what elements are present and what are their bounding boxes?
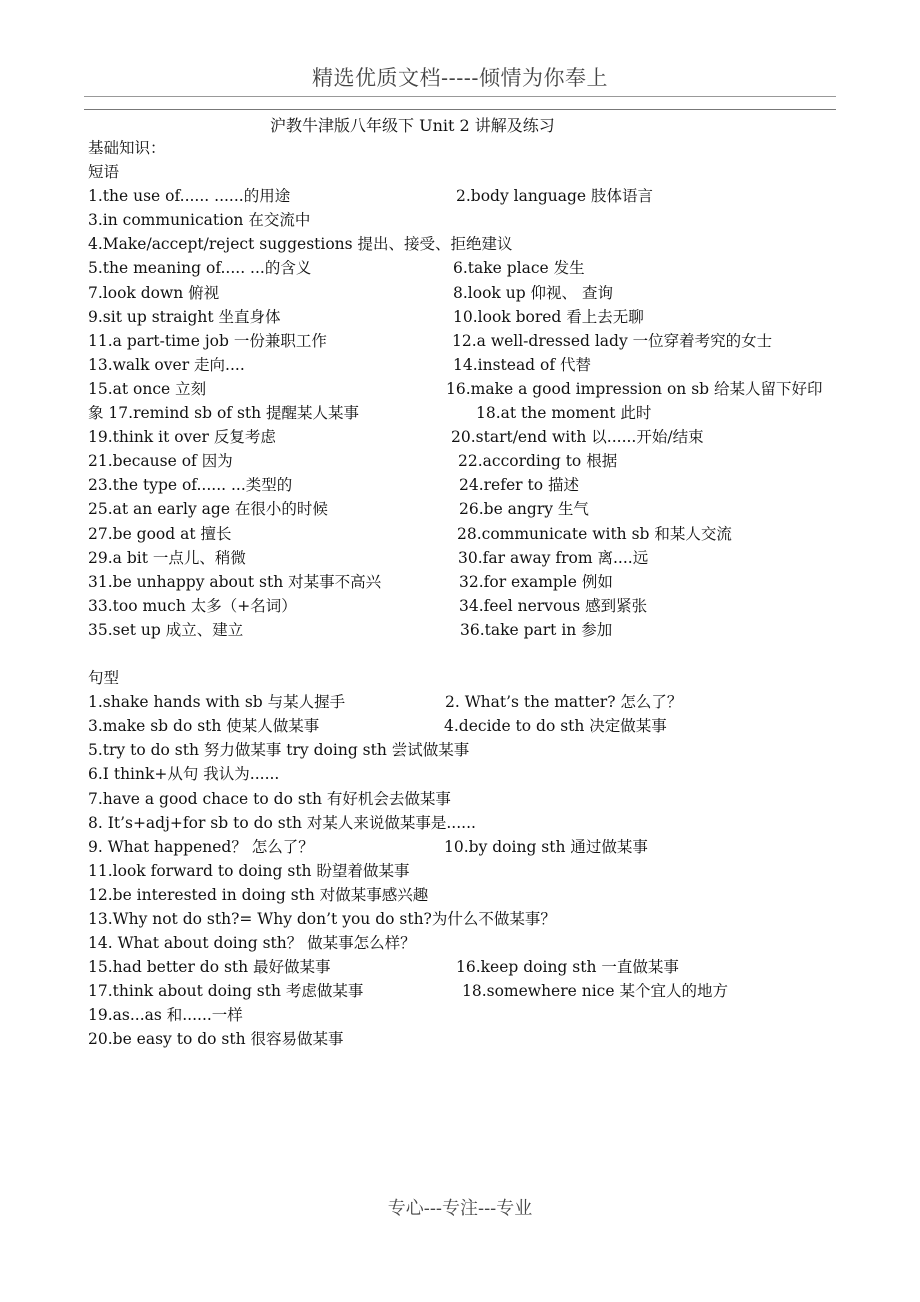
phrase-left: 7.look down 俯视 — [88, 283, 220, 302]
sentence-right: 4.decide to do sth 决定做某事 — [444, 717, 667, 736]
phrase-left: 13.walk over 走向.... — [88, 355, 245, 374]
phrase-left: 25.at an early age 在很小的时候 — [88, 500, 328, 519]
phrase-right: 2.body language 肢体语言 — [456, 187, 653, 206]
phrase-right: 36.take part in 参加 — [460, 620, 613, 639]
page-footer: 专心---专注---专业 — [387, 1198, 533, 1219]
phrase-right: 10.look bored 看上去无聊 — [453, 307, 644, 326]
phrase-right: 26.be angry 生气 — [459, 500, 589, 519]
sentence-row — [88, 714, 848, 738]
phrase-row — [88, 329, 848, 353]
sentence-left: 1.shake hands with sb 与某人握手 — [88, 693, 346, 712]
phrase-row — [88, 281, 848, 305]
phrase-left: 9.sit up straight 坐直身体 — [88, 307, 281, 326]
phrase-right: 8.look up 仰视、 查询 — [453, 283, 613, 302]
phrase-row — [88, 377, 848, 401]
section-heading: 短语 — [88, 163, 120, 182]
phrase-right: 22.according to 根据 — [458, 452, 618, 471]
page-header: 精选优质文档-----倾情为你奉上 — [312, 66, 608, 90]
spacer — [88, 642, 848, 666]
phrase-row — [88, 546, 848, 570]
phrase-left: 5.the meaning of..... ...的含义 — [88, 259, 312, 278]
phrase-left: 35.set up 成立、建立 — [88, 620, 244, 639]
sentence-left: 19.as...as 和......一样 — [88, 1006, 243, 1025]
sentence-left: 13.Why not do sth?= Why don’t you do sth?为什么不做某事？ — [88, 910, 556, 928]
sentence-left: 7.have a good chace to do sth 有好机会去做某事 — [88, 789, 451, 808]
sentence-right: 2. What’s the matter? 怎么了？ — [445, 693, 683, 712]
sentence-right: 10.by doing sth 通过做某事 — [444, 837, 648, 856]
phrase-row — [88, 449, 848, 473]
sentence-row — [88, 907, 848, 931]
phrase-row — [88, 256, 848, 280]
sentence-left: 20.be easy to do sth 很容易做某事 — [88, 1030, 344, 1049]
phrase-row — [88, 184, 848, 208]
sentence-left: 5.try to do sth 努力做某事 try doing sth 尝试做某事 — [88, 741, 470, 760]
phrase-left: 11.a part-time job 一份兼职工作 — [88, 331, 327, 350]
phrase-left: 23.the type of...... ...类型的 — [88, 476, 293, 495]
sentence-row — [88, 811, 848, 835]
sentence-left: 14. What about doing sth？ 做某事怎么样？ — [88, 934, 416, 953]
phrase-right: 30.far away from 离....远 — [458, 548, 649, 567]
phrase-left: 象 17.remind sb of sth 提醒某人某事 — [88, 404, 360, 423]
phrase-right: 12.a well-dressed lady 一位穿着考究的女士 — [452, 331, 773, 350]
phrase-row — [88, 353, 848, 377]
sentence-row — [88, 979, 848, 1003]
sentence-row — [88, 1003, 848, 1027]
phrase-left: 3.in communication 在交流中 — [88, 211, 311, 230]
sentence-left: 3.make sb do sth 使某人做某事 — [88, 717, 320, 736]
sentence-row — [88, 931, 848, 955]
phrase-right: 6.take place 发生 — [453, 259, 585, 278]
phrase-left: 1.the use of...... ......的用途 — [88, 187, 291, 206]
sentence-left: 11.look forward to doing sth 盼望着做某事 — [88, 861, 410, 880]
phrase-right: 32.for example 例如 — [459, 572, 613, 591]
sentence-left: 12.be interested in doing sth 对做某事感兴趣 — [88, 885, 429, 904]
phrase-row — [88, 497, 848, 521]
phrase-row — [88, 401, 848, 425]
sentence-left: 17.think about doing sth 考虑做某事 — [88, 982, 364, 1001]
phrase-left: 27.be good at 擅长 — [88, 524, 232, 543]
phrase-right: 14.instead of 代替 — [453, 355, 592, 374]
document-body — [88, 136, 848, 1052]
phrase-left: 15.at once 立刻 — [88, 379, 207, 398]
phrase-right: 34.feel nervous 感到紧张 — [459, 596, 648, 615]
header-rule-lower — [84, 109, 836, 110]
sentence-row — [88, 955, 848, 979]
sentence-right: 16.keep doing sth 一直做某事 — [456, 958, 679, 977]
sentence-row — [88, 787, 848, 811]
phrase-right: 18.at the moment 此时 — [476, 404, 652, 423]
phrase-row — [88, 425, 848, 449]
phrase-row — [88, 570, 848, 594]
sentence-row — [88, 859, 848, 883]
sentence-row — [88, 738, 848, 762]
phrase-right: 16.make a good impression on sb 给某人留下好印 — [446, 379, 823, 398]
sentence-left: 9. What happened？ 怎么了？ — [88, 837, 314, 856]
document-title: 沪教牛津版八年级下 Unit 2 讲解及练习 — [270, 116, 555, 135]
phrase-row — [88, 305, 848, 329]
sentence-right: 18.somewhere nice 某个宜人的地方 — [462, 982, 728, 1001]
sentence-row — [88, 690, 848, 714]
phrase-row — [88, 522, 848, 546]
phrase-left: 4.Make/accept/reject suggestions 提出、接受、拒绝建议 — [88, 235, 513, 254]
phrase-row — [88, 618, 848, 642]
sentence-row — [88, 883, 848, 907]
sentence-left: 8. It’s+adj+for sb to do sth 对某人来说做某事是...... — [88, 813, 476, 832]
phrase-left: 31.be unhappy about sth 对某事不高兴 — [88, 572, 382, 591]
sentence-row — [88, 835, 848, 859]
sentence-row — [88, 1027, 848, 1051]
sentence-left: 6.I think+从句 我认为...... — [88, 765, 280, 784]
phrase-row — [88, 232, 848, 256]
phrase-left: 33.too much 太多（+名词） — [88, 596, 297, 615]
phrase-row — [88, 594, 848, 618]
sentence-row — [88, 762, 848, 786]
section-heading: 基础知识： — [88, 139, 166, 157]
section-heading: 句型 — [88, 669, 120, 688]
sentence-left: 15.had better do sth 最好做某事 — [88, 958, 331, 977]
phrase-right: 28.communicate with sb 和某人交流 — [457, 524, 732, 543]
phrase-row — [88, 208, 848, 232]
phrase-right: 24.refer to 描述 — [459, 476, 579, 495]
phrase-left: 29.a bit 一点儿、稍微 — [88, 548, 246, 567]
phrase-right: 20.start/end with 以......开始/结束 — [451, 428, 704, 447]
phrase-left: 21.because of 因为 — [88, 452, 233, 471]
header-rule — [84, 96, 836, 97]
phrase-row — [88, 473, 848, 497]
phrase-left: 19.think it over 反复考虑 — [88, 428, 276, 447]
